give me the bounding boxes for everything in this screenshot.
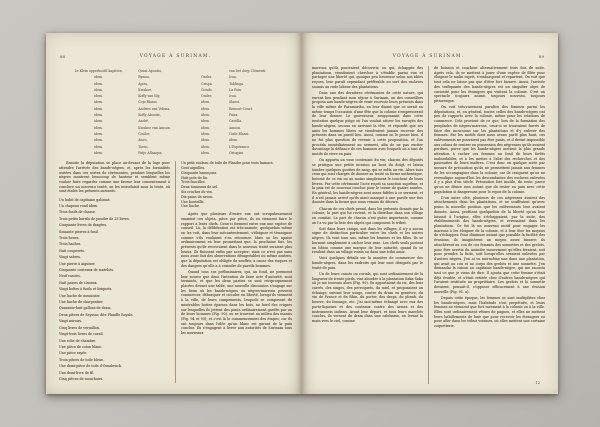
list-item: Une demi-livre de fil.	[59, 370, 95, 375]
table-cell-rank: idem.	[94, 94, 104, 99]
list-item: Cinquante livres de dragées.	[59, 223, 108, 228]
list-item: Une hache.	[181, 204, 200, 209]
table-cell-village: idem.	[229, 138, 239, 143]
page-number: 88	[60, 54, 66, 59]
list-item: Une hache de menuisier.	[59, 293, 101, 298]
list-item: Vingt-trois livres de corail.	[59, 332, 104, 337]
table-cell-name: Kwakoe van Amson,	[138, 125, 171, 130]
page-number: 89	[538, 54, 544, 59]
table-cell-title: Onder.	[201, 94, 212, 99]
table-cell-title: idem.	[201, 144, 211, 149]
text-columns	[312, 66, 545, 384]
table-cell-rank: idem.	[94, 138, 104, 143]
list-item: Une hache de charpentier.	[59, 300, 104, 305]
table-cell-rank: idem.	[94, 100, 104, 105]
running-head-title: VOYAGE À SURINAM.	[139, 54, 212, 59]
table-cell-village: Amson.	[229, 125, 242, 130]
list-item: Cinquante hameçons.	[181, 170, 218, 175]
captains-table	[59, 68, 292, 156]
running-head	[59, 54, 292, 62]
list-item: Neuf rasoirs.	[59, 274, 81, 279]
paragraph: Dans une des dernières cérémonies de cette nature, qui eurent lieu pendant mon séjour à Surinam, un des conseillers proposa aux bande-nègres de venir recevoir leurs présents dans la ville même de Paramaribo, en leur disant que ce serait en même temps l'occasion d'une fête que la colonie s'empresserait de leur donner. Le gouverneur, soupçonnant dans cette invitation quelque piège où l'on voulait attirer les envoyés des bande-nègres, secoua en arrivant la tête, et répondit que ses amis les hommes libres ne viendraient jamais recevoir des présents dans un pareil lieu. Aussi, comme on le pense bien, il ne fut plus question de revenir à cette proposition, et l'on procéda immédiatement au serment, afin de ne pas exciter davantage la défiance de ces hommes avec lesquels on a tant de motifs de vivre en paix.	[312, 90, 423, 157]
table-cell-title: idem.	[201, 119, 211, 124]
list-item: Une pierre à aiguiser.	[59, 261, 96, 266]
table-cell-title: idem.	[201, 150, 211, 155]
table-cell-title: idem.	[201, 138, 211, 143]
table-cell-village: Slansi.	[229, 100, 240, 105]
table-cell-title: idem.	[201, 100, 211, 105]
list-item: Une pièce de coton blanc.	[59, 344, 103, 349]
table-cell-name: Koffy van Idy,	[138, 94, 160, 99]
list-item: Trois pièces de toile bleue.	[59, 357, 104, 362]
list-item: Dix pains de savon.	[181, 194, 214, 199]
table-cell-village: Gode Blansi.	[229, 131, 250, 136]
table-cell-village: Paira.	[229, 113, 239, 118]
table-cell-rank: idem.	[94, 81, 104, 86]
text-columns	[59, 161, 292, 383]
book-spread	[46, 33, 558, 394]
table-cell-village: Irua.	[229, 75, 237, 80]
paragraph: Soit dans leurs camps, soit dans les villages, il n'y a aucun signe de distinction particulier entre les chefs et les autres nègres. Ils vont tous nus, même les femmes et les filles. Ils se bornent simplement à cacher leur sexe. Les chefs seuls portent un bâton comme une marque de leur autorité, quand ils se rendent dans un village voisin ou dans une tribu amie.	[312, 226, 423, 255]
table-cell-name: Cojo Blansi,	[138, 100, 158, 105]
table-cell-rank: idem.	[94, 75, 104, 80]
signature-mark: 12	[535, 381, 540, 385]
table-cell-name: Apira,	[138, 81, 149, 86]
list-item: Huit pots de lin.	[181, 175, 208, 180]
table-cell-title: Crispa.	[201, 81, 213, 86]
list-item: Trois faucilles.	[181, 180, 206, 185]
paragraph: On voit très-rarement paraître des femmes parmi les députations, et, en général, toutes celles des bande-nègres ont peu de rapports avec la colonie, même pour les relations de commerce. Cela provient de ce que, lors de la formation des peuplades de nègres-marrons, ceux-ci se trouvaient forcés de faire des incursions sur les plantations et d'y enlever des femmes. Par les motifs dont nous avons parlé plus haut, ces enlèvements ne pouvaient pas être punis, et il devint impossible aux colons de rentrer en possession des négresses qu'ils avaient perdues, parce que les bande-nègres mettent la plus grande attention à cacher ces femmes au fond de leurs forêts inabordables, et à les mettre à l'abri des recherches et des poursuites de leurs maîtres. C'est donc en quelque sorte par mesure de précaution qu'ils ne permettent jamais aux femmes de les accompagner dans la colonie; car ils craignent qu'on ne revendique aujourd'hui les descendantes des esclaves enlevées il y a plus d'un siècle. Précaution fort inutile, du reste, parce qu'on ne désire rien autant que de rester en paix avec cette population si dangereuse pour le repos de la colonie.	[434, 105, 545, 194]
table-cell-name: Awro,	[138, 138, 148, 143]
list-item: Un habit de capitaine galonné.	[59, 197, 111, 202]
table-cell-title: idem.	[201, 113, 211, 118]
table-cell-rank: idem.	[94, 150, 104, 155]
table-cell-rank: idem.	[94, 106, 104, 111]
table-cell-village: Castilla.	[229, 119, 243, 124]
paragraph: Quand tous ces préliminaires, qui, au fond, ne prennent leur source que dans l'intention de faire acte d'autorité, sont terminés, et que les deux parties se sont réciproquement placées devant une table, une nouvelle discussion s'engage sur les lieux où les bande-nègres ou nègres-marrons peuvent commercer, débarquer et circuler en liberté, lorsqu'ils viennent à la ville, de leurs campements, lesquels se composent de misérables huttes éparses dans les bois, au bord des criques sur lesquelles ils jettent des ponts ordinairement gardés par un de leurs hommes (Fig. 90), ou se trouvent au milieu des marais (Fig. 94 et 95); et c'est là le commencement des étapes; car ils ont toujours dans l'idée qu'un blanc est garant de la paix conclue. Ils s'engagent à livrer aux autorités de Surinam tous les nouveaux	[181, 269, 292, 336]
paragraph: de boisson et couchent alternativement trois fois de suite. Après cela, ils se mettent à jouer d'une espèce de flûte pour éloigner le malin esprit, s'embarquent et repartent. On voit que tout cela ne laisse pas que d'être fort bizarre. Aussi, l'arrivée des trafiquants des bande-nègres est un singulier objet de curiosité pour les étrangers qui visitent la colonie. C'est un spectacle toujours animé, toujours nouveau, toujours pittoresque.	[434, 66, 545, 103]
list-item: Cinq pièces de mouchoirs.	[59, 376, 104, 381]
paragraph: Chacun de ces chefs prend, dans les présents donnés par la colonie, la part qui lui revient, et la distribue dans son village ou comitat. La part de chacun n'est guère importante, comme on l'a vu par la liste des objets qui composent le tribut.	[312, 206, 423, 225]
table-cell-name: Koffy Abooite,	[138, 113, 161, 118]
list-item: Une bouteille.	[181, 199, 205, 204]
list-item: Un petit rouleau de toile de Flandre pour trois hamacs.	[181, 161, 274, 166]
table-cell-name: Kwakoe,	[138, 87, 152, 92]
table-cell-village: van het dorp Clémenti.	[229, 69, 267, 73]
text-column-right	[428, 66, 545, 384]
table-cell-village: Tablinga.	[229, 81, 244, 86]
page-left	[46, 33, 302, 394]
gift-list	[59, 197, 170, 383]
running-head	[312, 54, 545, 62]
list-item: Vingt sabres.	[59, 255, 82, 260]
paragraph: Depuis cette époque, les femmes se sont multipliées chez les bande-nègres, mais l'habitude s'est perpétuée, et leurs femmes ne viennent que fort rarement à la colonie ou à la ville. Elles sont ordinairement vêtues de pagnes, et elles ne mettent leurs habillements de luxe que pour recevoir les étrangers ou pour aller dans les tribus voisines, où elles mettent une certaine coquetterie.	[434, 295, 545, 329]
table-cell-rank: idem.	[94, 144, 104, 149]
intro-paragraphs	[59, 161, 170, 194]
table-cell-title: idem.	[201, 131, 211, 136]
table-cell-name: André,	[138, 119, 150, 124]
page-right	[302, 33, 558, 394]
table-cell-title: idem.	[201, 106, 211, 111]
list-item: Quarante-huit gallons de dram.	[59, 306, 112, 311]
table-cell-village: La Paix.	[229, 87, 242, 92]
paragraph: Ensuite la députation se place au-devant de la loge pour attendre l'arrivée des bande-nègres, et, après les formalités usitées dans ces sortes de cérémonies, pendant lesquelles les nègres montrent beaucoup de hauteur et semblent même vouloir faire regarder comme une faveur leur consentement à conclure un nouveau traité, on les introduisit sous la tente, où sont étalés les présents suivants:	[59, 161, 170, 194]
table-cell-name: Toeso,	[138, 144, 149, 149]
list-item: Huit couperets.	[59, 248, 86, 253]
paragraph: On apporta un vase contenant du vin; chacun des députés se pratiqua une petite incision au bout du doigt, et laissa tomber quelques gouttes de sang, qui se mêla au vin. Alors tous ceux qui sont chargés de donner au traité sa forme authentique, boivent de ce vin ou au moins simplement le touchent de leurs lèvres. Par cette cérémonie l'acte reçoit sa sanction suprême, et la paix est de nouveau conclue pour le terme de quatre années. En général, les bande-nègres sont assez fidèles à ce serment, et il n'est jamais arrivé qu'ils aient manqué à une parole une fois donnée dans la forme que nous venons de décrire.	[312, 158, 423, 205]
table-cell-village: L'Espérance.	[229, 144, 251, 149]
table-cell-name: Quasi Apontia,	[138, 69, 162, 73]
list-item: Une demi-pièce de toile d'Osnabruck.	[59, 364, 122, 369]
table-cell-village: Ostogias.	[229, 150, 245, 155]
running-head-title: VOYAGE À SURINAM.	[392, 54, 465, 59]
paragraph: marrons qu'ils pourraient découvrir, ou qui, échappés des plantations, viendraient chercher à s'établir parmi eux et partager une liberté qui, quoique peu heureuse selon nos idées reçues, leur paraît cependant préférable au sort des esclaves soumis au rude labeur des plantations.	[312, 66, 423, 89]
text-column-right	[175, 161, 292, 383]
paragraph: Après que plusieurs d'entre eux ont scrupuleusement examiné ces objets, pièce par pièce, ils en viennent faire le rapport à leurs chefs. Ceux-ci forment entre eux une espèce de conseil. Là, la délibération est très-animée; quelquefois même on les voit, dans leur mécontentement, s'éloigner et témoigner comme s'ils voulaient s'en retourner. Mais on les apaise ordinairement en leur promettant que, la prochaine fois, les présents qu'ils recevraient dans le nouveau traité seraient plus beaux. Ils finissent enfin par accepter: mais ce n'est pas sans nous avoir fait des observations désagréables ou même amères, que la députation est obligée de souffrir, à cause des risques et des dangers qu'elle a à craindre de pareils hommes.	[181, 212, 292, 268]
list-item: Deux tonneaux de sel.	[181, 185, 218, 190]
list-item: Vingt miroirs.	[59, 319, 83, 324]
table-cell-name: Andries van Velona,	[138, 106, 171, 111]
body-paragraphs	[181, 212, 292, 336]
list-item: Vingt boîtes à fusils et briquets.	[59, 287, 113, 292]
table-cell-name: Rymsa,	[138, 75, 150, 80]
paragraph: Un de leurs canots ou corials, qui sont ordinairement de la longueur de trente pieds, vint aborder à la plantation Saka-Saka où je me trouvais alors (Fig. 90). Ils apportaient du riz, des bois carrés, des singes, des perroquets, du miel, et proposaient un échange, suivant leur usage, contre du dram ou genièvre, du vin de France et de Rhin, du porter, des draps, du plomb, du beurre, du fromage, etc. J'ai moi-même échangé avec eux des porte-liqueurs et des couteaux contre des armes et des instruments indiens. Avant leur départ, et tous leurs marchés conclus, ils versent du dram dans une calebasse, en levant la main vers le ciel, comme	[312, 271, 423, 323]
list-item: Trois petits barrils de poudre de 25 livres.	[59, 216, 130, 221]
paragraph: Voici quelques détails sur la manière de commercer des bande-nègres, dans les endroits qui leur sont désignés par le traité de paix.	[312, 256, 423, 270]
table-cell-rank: idem.	[94, 131, 104, 136]
table-cell-village: Remout-Court.	[229, 106, 253, 111]
list-item: Soixante pierres à fusil.	[59, 229, 99, 234]
list-item: Une robe de chambre.	[59, 338, 97, 343]
list-item: Cent aiguilles.	[181, 165, 206, 170]
gift-list-continued	[181, 161, 292, 209]
table-cell-title: Onder.	[201, 75, 212, 80]
table-cell-rank: idem.	[94, 87, 104, 92]
list-item: Trois fusils de chasse.	[59, 210, 96, 215]
list-item: Trois houes.	[59, 236, 80, 241]
paragraph: D'un autre côté, plusieurs de ces négresses avaient des attachements dans les plantations, et ne souffraient qu'avec peine la nouvelle position que les enlèvements leur avaient donnée. Aussi, profitant quelquefois de la liberté qu'on leur laissait à l'origine, elles s'échappaient, par la suite, des établissements des bande-nègres, et revenaient dans les plantations. Ce fut là un nouveau motif pour engager les marrons à les éloigner de la colonie, et à leur ôter les moyens de s'échapper. Pour diminuer autant que possible la facilité des évasions, ils imaginèrent un moyen assez bizarre: ils attachèrent au cou de ces femmes des sonnettes et des grelots, pour être avertis du moindre mouvement qu'elles feraient, soit pour prendre la fuite, soit lorsqu'elles seraient enlevées par d'autres nègres. J'en ai vu moi-même une dans une plantation, qui avait au cou et au corps des grelots et une sonnette. J'en demandai la raison au capitaine bande-nègre, qui me raconta tout ce que je viens de dire. Il ajouta que cette femme s'était déjà évadée, et s'était retirée chez d'autres bande-nègres qui l'avaient restituée au propriétaire. Les grelots et la sonnette devaient, pensait-il, s'opposer efficacement à une évasion nouvelle (Fig. 91. a).	[434, 195, 545, 294]
table-cell-rank: Le Klein opperhoofd kapitein,	[74, 69, 123, 73]
table-cell-rank: idem.	[94, 113, 104, 118]
table-cell-rank: idem.	[94, 125, 104, 130]
list-item: Huit paires de ciseaux.	[59, 280, 98, 285]
list-item: Cinq livres de vermillon.	[59, 325, 101, 330]
table-cell-name: Patjo Aflanque,	[138, 150, 163, 155]
text-column-left	[59, 161, 175, 383]
list-item: Trois haches.	[59, 242, 82, 247]
table-cell-title: Gondo.	[201, 87, 213, 92]
table-cell-name: Gouloe,	[138, 131, 151, 136]
list-item: Un chapeau rond idem.	[59, 203, 99, 208]
table-cell-title: idem.	[201, 125, 211, 130]
list-item: Une pièce rayée.	[59, 351, 88, 356]
list-item: Cinquante couteaux de matelots.	[59, 268, 115, 273]
table-cell-village: Irua.	[229, 94, 237, 99]
text-column-left	[312, 66, 428, 384]
table-row	[59, 150, 292, 156]
list-item: Six cruches de vin.	[181, 189, 213, 194]
table-cell-rank: idem.	[94, 119, 104, 124]
list-item: Deux pièces de Seyssar, dite Planille Royale.	[59, 312, 134, 317]
